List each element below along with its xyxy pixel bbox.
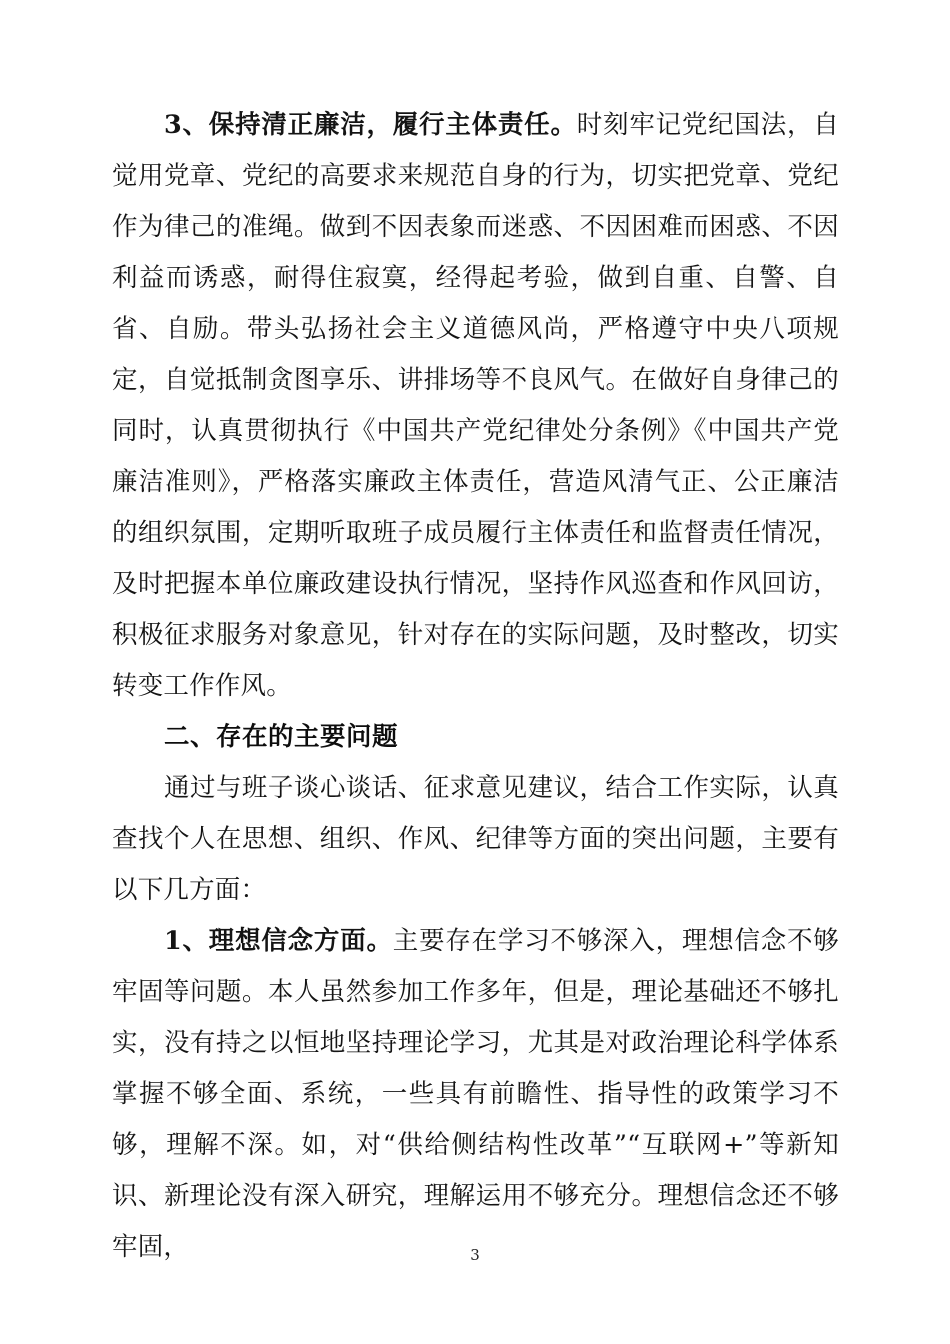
section-heading-two: 二、存在的主要问题: [164, 723, 399, 751]
paragraph-item-3: [112, 100, 839, 712]
page-content: [112, 100, 839, 1273]
paragraph-body: 通过与班子谈心谈话、征求意见建议，结合工作实际，认真查找个人在思想、组织、作风、纪律等方面的突出问题，主要有以下几方面：: [112, 773, 839, 905]
paragraph-lead-in: 1、理想信念方面。: [164, 926, 393, 956]
page-number: 3: [470, 1246, 480, 1264]
paragraph-item-1: [112, 916, 839, 1273]
paragraph-lead-in: 3、保持清正廉洁，履行主体责任。: [164, 110, 577, 140]
paragraph-intro: [112, 763, 839, 916]
paragraph-body: 主要存在学习不够深入，理想信念不够牢固等问题。本人虽然参加工作多年，但是，理论基础还不够扎实，没有持之以恒地坚持理论学习，尤其是对政治理论科学体系掌握不够全面、系统，一些具有前瞻性、指导性的政策学习不够，理解不深。如，对“供给侧结构性改革”“互联网+”等新知识、新理论没有深入研究，理解运用不够充分。理想信念还不够牢固，: [112, 926, 839, 1262]
paragraph-body: 时刻牢记党纪国法，自觉用党章、党纪的高要求来规范自身的行为，切实把党章、党纪作为律己的准绳。做到不因表象而迷惑、不因困难而困惑、不因利益而诱惑，耐得住寂寞，经得起考验，做到自重、自警、自省、自励。带头弘扬社会主义道德风尚，严格遵守中央八项规定，自觉抵制贪图享乐、讲排场等不良风气。在做好自身律己的同时，认真贯彻执行《中国共产党纪律处分条例》《中国共产党廉洁准则》，严格落实廉政主体责任，营造风清气正、公正廉洁的组织氛围，定期听取班子成员履行主体责任和监督责任情况，及时把握本单位廉政建设执行情况，坚持作风巡查和作风回访，积极征求服务对象意见，针对存在的实际问题，及时整改，切实转变工作作风。: [112, 110, 839, 701]
